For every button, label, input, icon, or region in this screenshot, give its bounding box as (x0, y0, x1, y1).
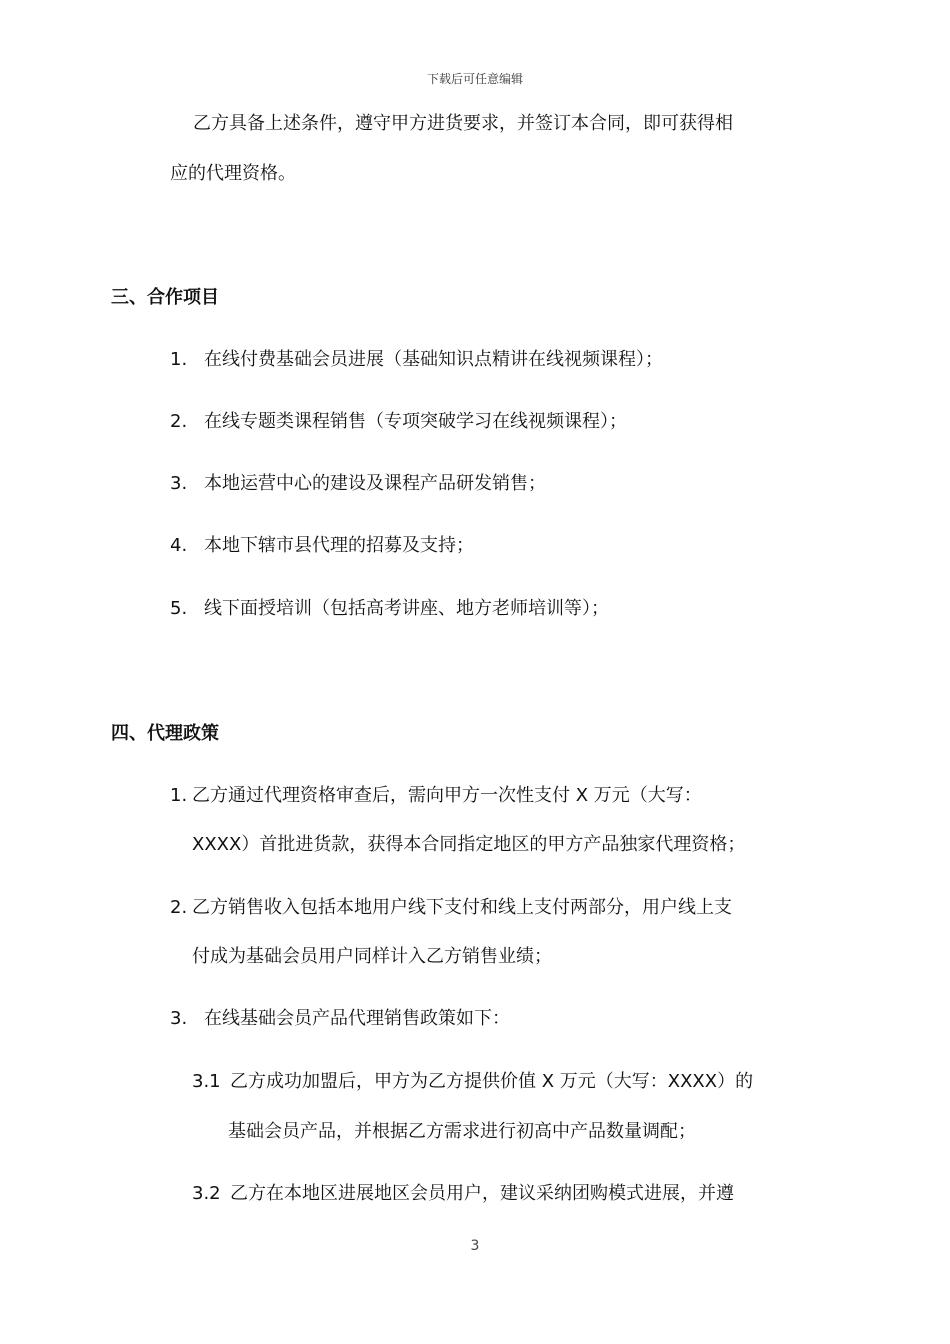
section-4-item-2-line-2: 付成为基础会员用户同样计入乙方销售业绩； (192, 946, 552, 967)
item-text: 本地运营中心的建设及课程产品研发销售； (204, 473, 546, 494)
item-text: 线下面授培训（包括高考讲座、地方老师培训等）； (204, 598, 609, 619)
subitem-3-1-line-2: 基础会员产品，并根据乙方需求进行初高中产品数量调配； (228, 1121, 696, 1142)
subitem-3-2-line-1 (192, 1182, 734, 1206)
subitem-3-1-line-1 (192, 1070, 753, 1094)
section-3-item-5 (170, 597, 609, 621)
section-3-item-1 (170, 348, 663, 372)
item-number: 1. (170, 349, 188, 370)
item-number: 3. (170, 1008, 188, 1029)
section-4-item-1-line-1 (170, 784, 702, 808)
subitem-text: 乙方在本地区进展地区会员用户，建议采纳团购模式进展，并遵 (230, 1183, 734, 1204)
item-text: 在线专题类课程销售（专项突破学习在线视频课程）； (204, 411, 627, 432)
item-text: 在线付费基础会员进展（基础知识点精讲在线视频课程）； (204, 349, 663, 370)
section-3-heading: 三、合作项目 (111, 287, 219, 308)
section-4-item-2-line-1 (170, 896, 732, 920)
page-number: 3 (470, 1238, 480, 1254)
intro-line-1: 乙方具备上述条件，遵守甲方进货要求，并签订本合同，即可获得相 (193, 113, 733, 134)
item-text: 乙方通过代理资格审查后，需向甲方一次性支付 X 万元（大写： (192, 785, 702, 806)
item-number: 2. (170, 897, 188, 918)
subitem-number: 3.1 (192, 1071, 221, 1092)
item-number: 1. (170, 785, 188, 806)
section-3-item-4 (170, 534, 474, 558)
item-number: 4. (170, 535, 188, 556)
subitem-number: 3.2 (192, 1183, 221, 1204)
item-number: 2. (170, 411, 188, 432)
item-text: 在线基础会员产品代理销售政策如下： (204, 1008, 510, 1029)
item-text: 乙方销售收入包括本地用户线下支付和线上支付两部分，用户线上支 (192, 897, 732, 918)
section-4-heading: 四、代理政策 (111, 723, 219, 744)
section-3-item-3 (170, 472, 546, 496)
intro-line-2: 应的代理资格。 (170, 163, 296, 184)
item-text: 本地下辖市县代理的招募及支持； (204, 535, 474, 556)
section-3-item-2 (170, 410, 627, 434)
section-4-item-3 (170, 1007, 510, 1031)
subitem-text: 乙方成功加盟后，甲方为乙方提供价值 X 万元（大写：XXXX）的 (230, 1071, 754, 1092)
section-4-item-1-line-2: XXXX）首批进货款，获得本合同指定地区的甲方产品独家代理资格； (192, 834, 746, 855)
item-number: 3. (170, 473, 188, 494)
item-number: 5. (170, 598, 188, 619)
header-note: 下载后可任意编辑 (426, 72, 523, 86)
